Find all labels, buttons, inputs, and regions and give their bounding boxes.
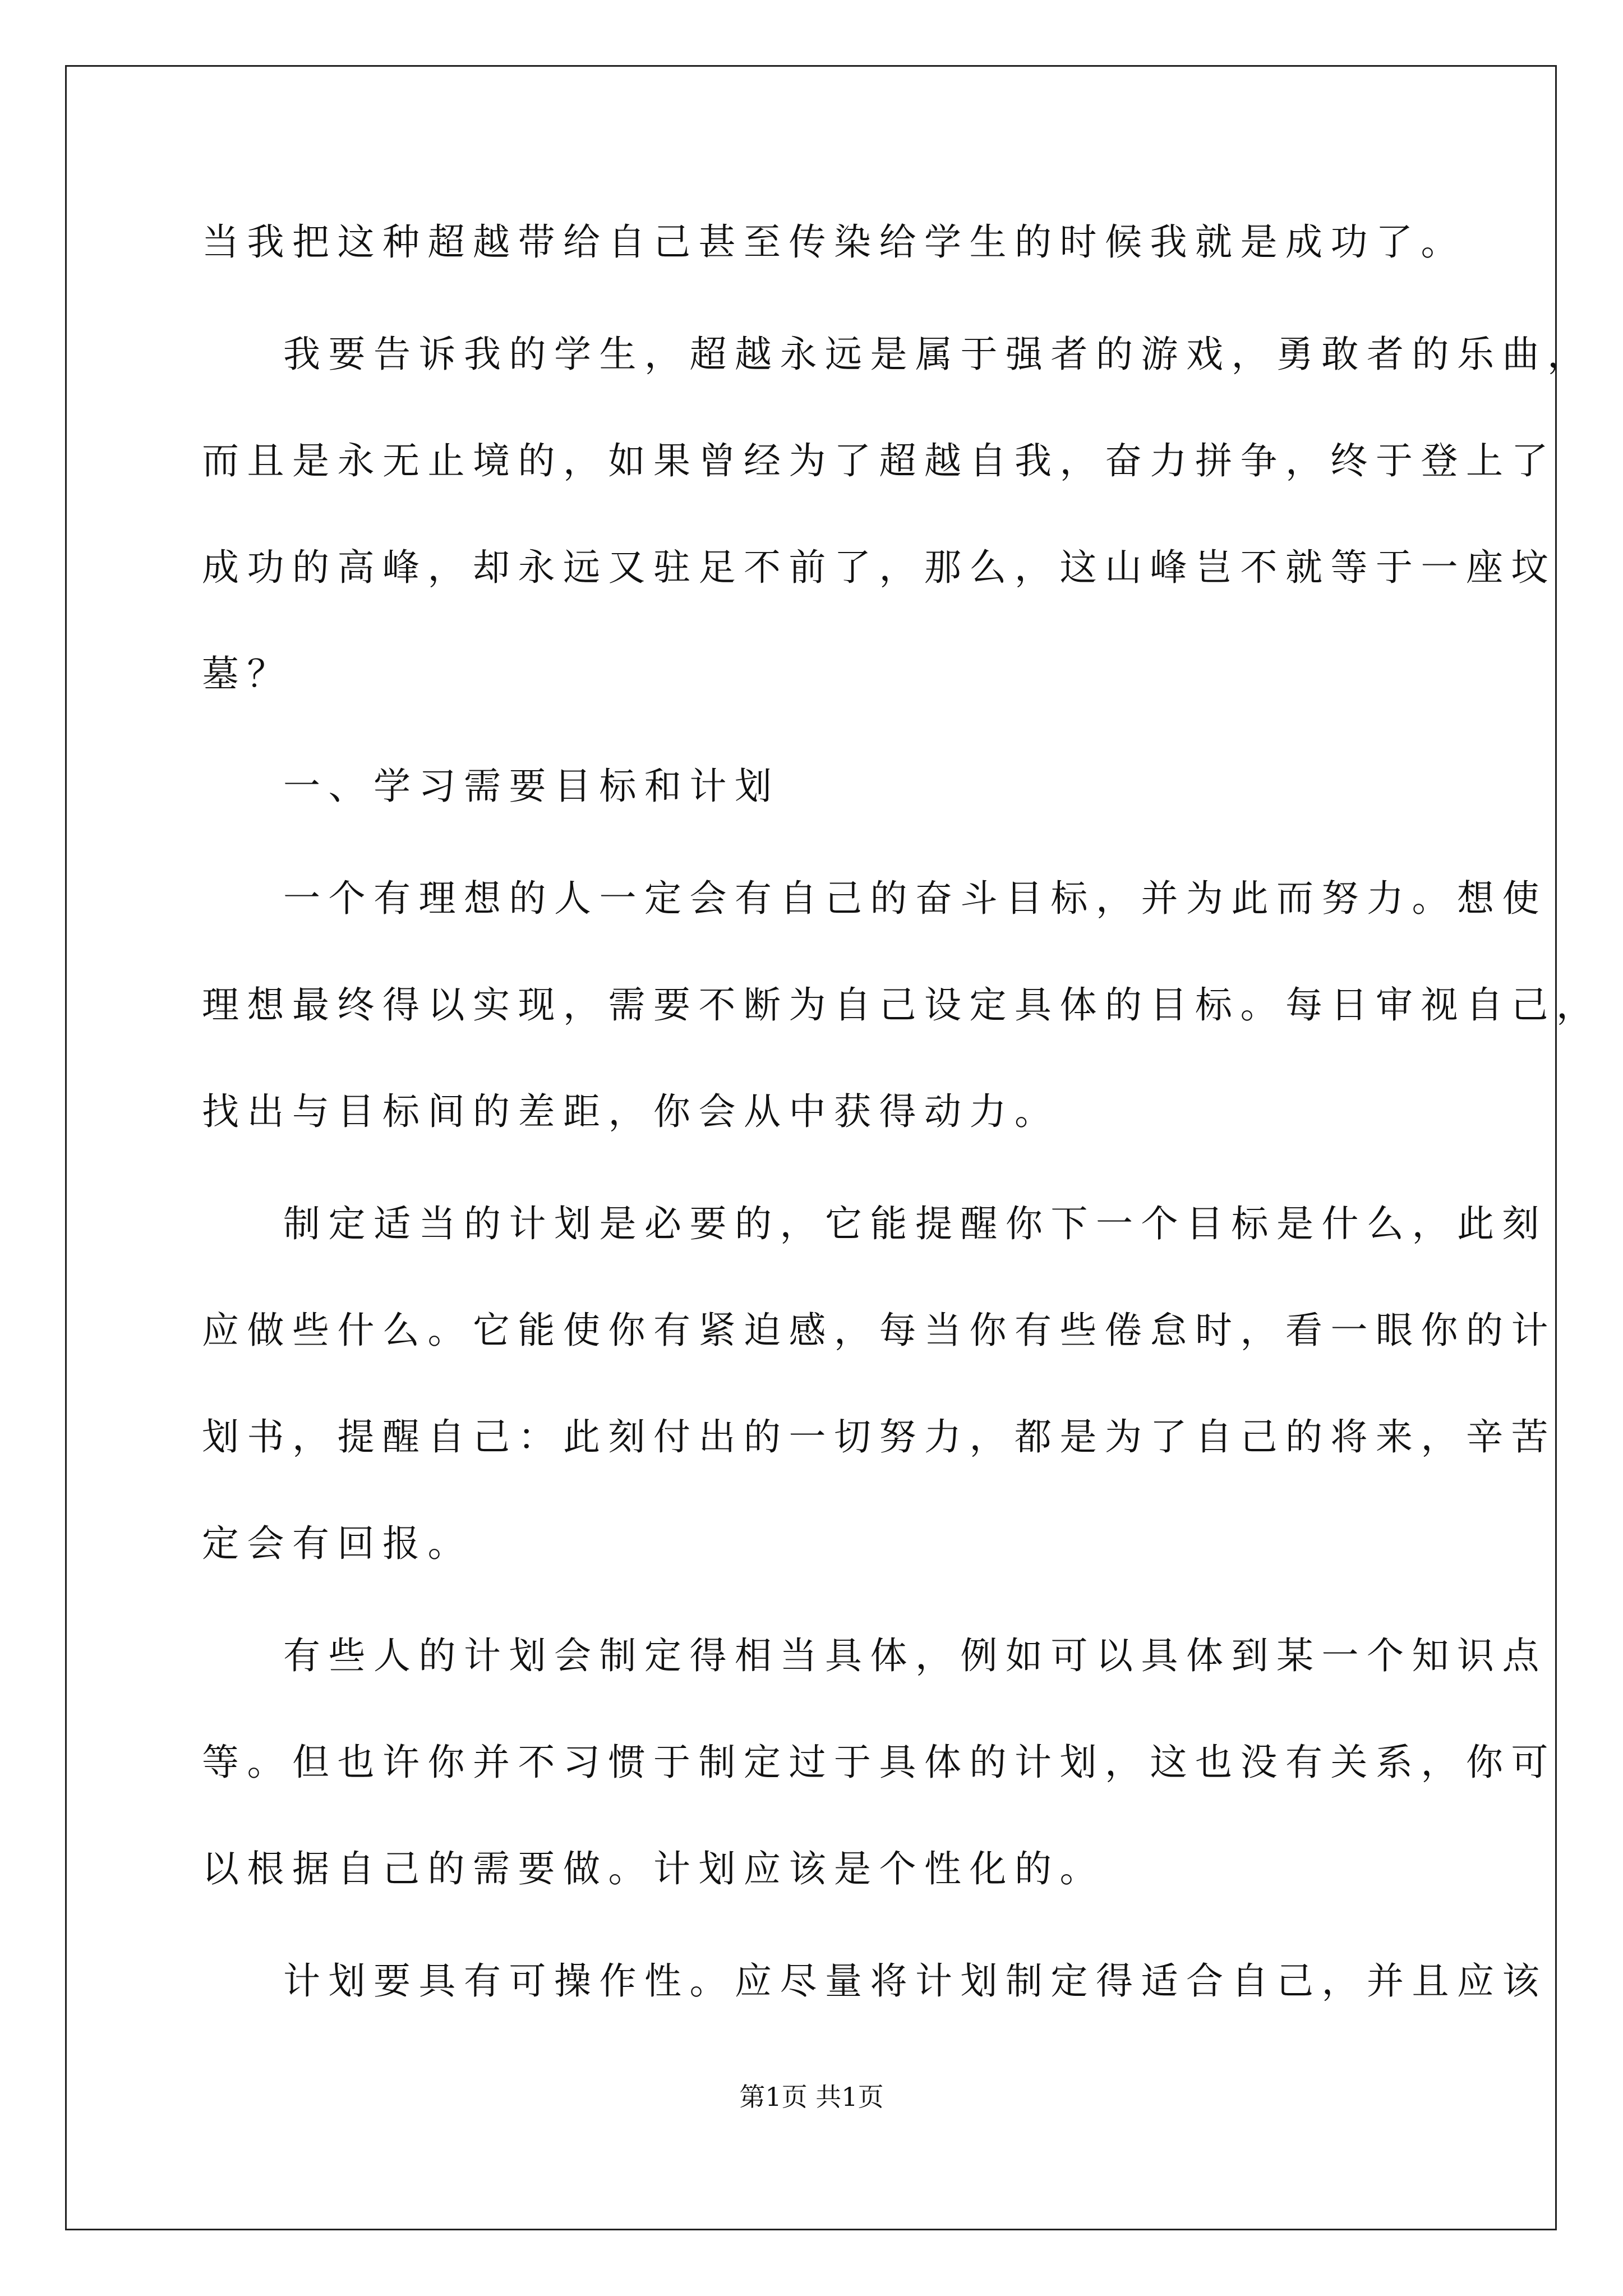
text-line: 划书，提醒自己：此刻付出的一切努力，都是为了自己的将来，辛苦 [202, 1415, 1556, 1458]
text-line: 计划要具有可操作性。应尽量将计划制定得适合自己，并且应该 [283, 1959, 1547, 2003]
text-line: 制定适当的计划是必要的，它能提醒你下一个目标是什么，此刻 [283, 1202, 1547, 1245]
text-line: 等。但也许你并不习惯于制定过于具体的计划，这也没有关系，你可 [202, 1741, 1556, 1784]
section-heading: 一、学习需要目标和计划 [283, 765, 780, 808]
text-line: 理想最终得以实现，需要不断为自己设定具体的目标。每日审视自己， [202, 983, 1602, 1027]
text-line: 应做些什么。它能使你有紧迫感，每当你有些倦怠时，看一眼你的计 [202, 1309, 1556, 1352]
text-line: 以根据自己的需要做。计划应该是个性化的。 [202, 1847, 1105, 1890]
text-line: 成功的高峰，却永远又驻足不前了，那么，这山峰岂不就等于一座坟 [202, 546, 1556, 589]
text-line: 定会有回报。 [202, 1522, 473, 1565]
text-line: 我要告诉我的学生，超越永远是属于强者的游戏，勇敢者的乐曲， [283, 333, 1593, 376]
page-footer: 第1页 共1页 [739, 2082, 884, 2112]
text-line: 当我把这种超越带给自己甚至传染给学生的时候我就是成功了。 [202, 220, 1466, 264]
text-line: 有些人的计划会制定得相当具体，例如可以具体到某一个知识点 [283, 1634, 1547, 1677]
text-line: 而且是永无止境的，如果曾经为了超越自我，奋力拼争，终于登上了 [202, 439, 1556, 482]
page-border [65, 65, 1557, 2230]
text-line: 一个有理想的人一定会有自己的奋斗目标，并为此而努力。想使 [283, 877, 1547, 920]
text-line: 找出与目标间的差距，你会从中获得动力。 [202, 1090, 1060, 1133]
text-line: 墓？ [202, 652, 292, 696]
